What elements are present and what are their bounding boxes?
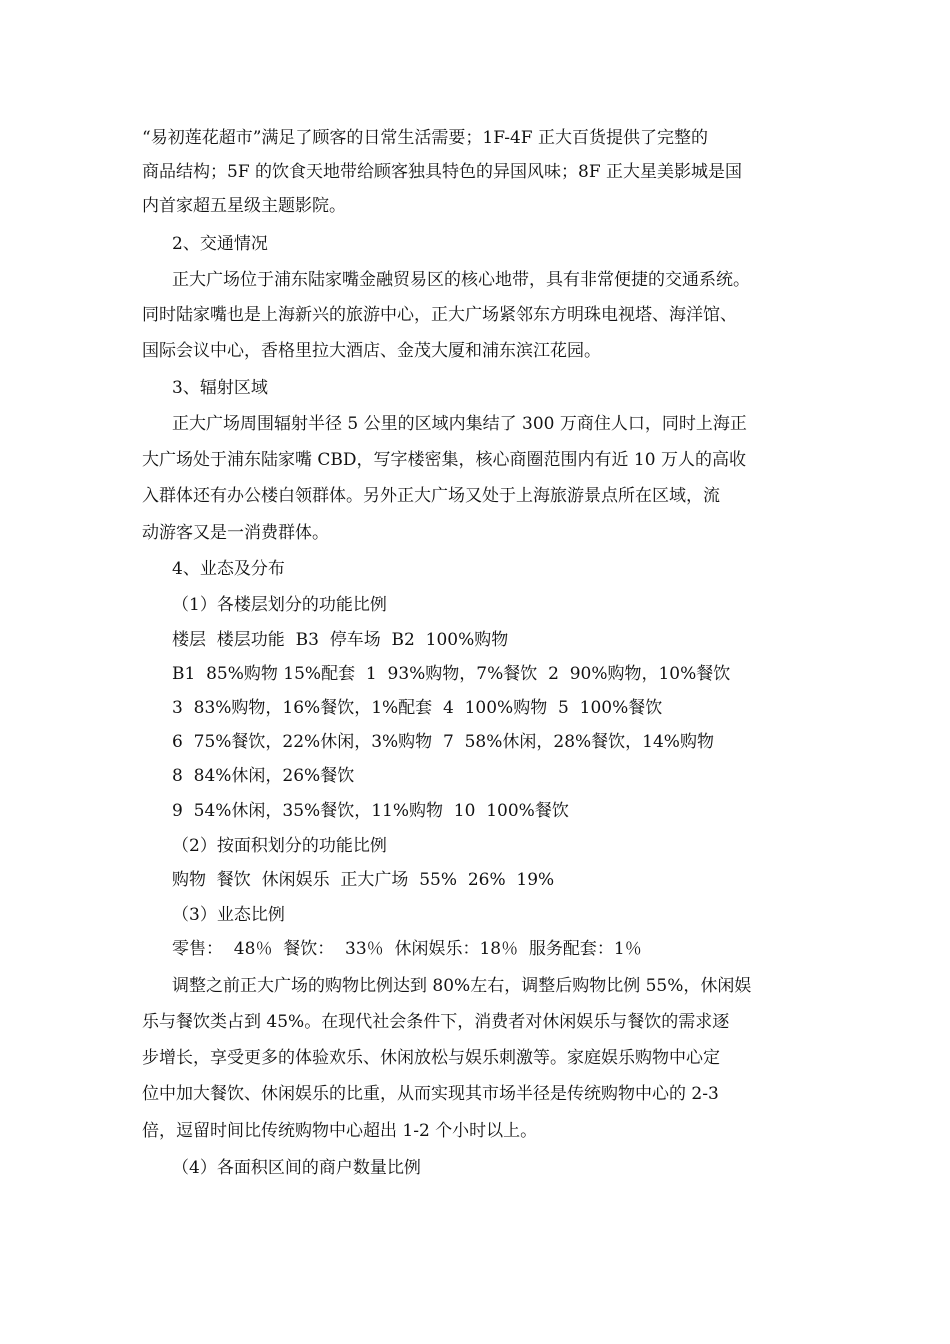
table-text-line: 8 84%休闲，26%餐饮 <box>172 766 355 786</box>
paragraph-line: 调整之前正大广场的购物比例达到 80%左右，调整后购物比例 55%，休闲娱 <box>172 976 752 996</box>
paragraph-line: “易初莲花超市”满足了顾客的日常生活需要；1F-4F 正大百货提供了完整的 <box>142 128 708 148</box>
table-text-line: B1 85%购物 15%配套 1 93%购物，7%餐饮 2 90%购物，10%餐饮 <box>172 664 731 684</box>
paragraph-line: 位中加大餐饮、休闲娱乐的比重，从而实现其市场半径是传统购物中心的 2-3 <box>142 1084 719 1104</box>
table-text-line: 零售： 48％ 餐饮： 33％ 休闲娱乐：18％ 服务配套：1％ <box>172 939 642 959</box>
table-text-line: 6 75%餐饮，22%休闲，3%购物 7 58%休闲，28%餐饮，14%购物 <box>172 732 714 752</box>
paragraph-line: 倍，逗留时间比传统购物中心超出 1-2 个小时以上。 <box>142 1121 538 1141</box>
subsection-heading: （3）业态比例 <box>172 905 285 925</box>
paragraph-line: 步增长，享受更多的体验欢乐、休闲放松与娱乐刺激等。家庭娱乐购物中心定 <box>142 1048 720 1068</box>
paragraph-line: 商品结构；5F 的饮食天地带给顾客独具特色的异国风味；8F 正大星美影城是国 <box>142 162 743 182</box>
subsection-heading: （4）各面积区间的商户数量比例 <box>172 1158 421 1178</box>
table-text-line: 9 54%休闲，35%餐饮，11%购物 10 100%餐饮 <box>172 801 569 821</box>
subsection-heading: （2）按面积划分的功能比例 <box>172 836 387 856</box>
paragraph-line: 正大广场周围辐射半径 5 公里的区域内集结了 300 万商住人口，同时上海正 <box>172 414 747 434</box>
table-text-line: 3 83%购物，16%餐饮，1%配套 4 100%购物 5 100%餐饮 <box>172 698 663 718</box>
paragraph-line: 内首家超五星级主题影院。 <box>142 196 346 216</box>
paragraph-line: 动游客又是一消费群体。 <box>142 523 329 543</box>
section-heading: 2、交通情况 <box>172 234 268 254</box>
table-text-line: 购物 餐饮 休闲娱乐 正大广场 55% 26% 19% <box>172 870 555 890</box>
paragraph-line: 乐与餐饮类占到 45%。在现代社会条件下，消费者对休闲娱乐与餐饮的需求逐 <box>142 1012 730 1032</box>
section-heading: 3、辐射区域 <box>172 378 268 398</box>
section-heading: 4、业态及分布 <box>172 559 285 579</box>
paragraph-line: 国际会议中心，香格里拉大酒店、金茂大厦和浦东滨江花园。 <box>142 341 601 361</box>
paragraph-line: 大广场处于浦东陆家嘴 CBD，写字楼密集，核心商圈范围内有近 10 万人的高收 <box>142 450 746 470</box>
paragraph-line: 正大广场位于浦东陆家嘴金融贸易区的核心地带，具有非常便捷的交通系统。 <box>172 270 750 290</box>
table-text-line: 楼层 楼层功能 B3 停车场 B2 100%购物 <box>172 630 509 650</box>
subsection-heading: （1）各楼层划分的功能比例 <box>172 595 387 615</box>
paragraph-line: 同时陆家嘴也是上海新兴的旅游中心，正大广场紧邻东方明珠电视塔、海洋馆、 <box>142 305 737 325</box>
paragraph-line: 入群体还有办公楼白领群体。另外正大广场又处于上海旅游景点所在区域，流 <box>142 486 720 506</box>
